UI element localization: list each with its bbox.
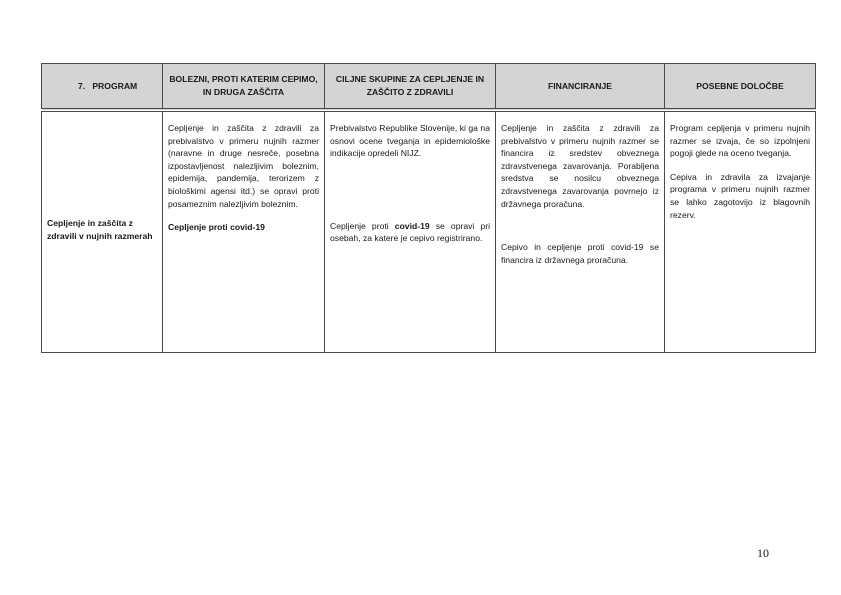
header-special-provisions: POSEBNE DOLOČBE [665, 64, 816, 111]
target-groups-text: Prebivalstvo Republike Slovenije, ki ga na osnovi ocene tveganja in epidemiološke indikacije opredeli NIJZ. [330, 123, 490, 159]
header-financing: FINANCIRANJE [496, 64, 665, 111]
vaccination-program-table [41, 63, 816, 353]
target-covid-pre: Cepljenje proti [330, 220, 395, 231]
cell-diseases [163, 110, 325, 353]
diseases-text: Cepljenje in zaščita z zdravili za prebivalstvo v primeru nujnih razmer (naravne in druge nesreče, posebna izpostavljenost nalezljivim boleznim, epidemija, pandemija, terorizem z biološkimi agensi itd.) se opravi proti posameznim nalezljivim boleznim. [168, 123, 319, 209]
cell-program-name: Cepljenje in zaščita z zdravili v nujnih razmerah [42, 110, 163, 353]
special-provisions-text: Program cepljenja v primeru nujnih razmer se izvaja, če so izpolnjeni pogoji glede na oceno tveganja. [670, 123, 810, 159]
cell-financing [496, 110, 665, 353]
special-provisions-reserves-text: Cepiva in zdravila za izvajanje programa v primeru nujnih razmer se lahko zagotovijo iz blagovnih rezerv. [670, 171, 810, 220]
target-groups-covid-text [330, 220, 490, 245]
target-covid-bold: covid-19 [394, 220, 430, 231]
target-covid-post: se opravi pri osebah, za katere je cepivo registrirano. [330, 220, 490, 244]
cell-special-provisions [665, 110, 816, 353]
financing-covid-text: Cepivo in cepljenje proti covid-19 se financira iz državnega proračuna. [501, 242, 659, 265]
cell-target-groups [325, 110, 496, 353]
header-target-groups: CILJNE SKUPINE ZA CEPLJENJE IN ZAŠČITO Z ZDRAVILI [325, 64, 496, 111]
page-number: 10 [757, 546, 769, 560]
header-program: 7. PROGRAM [42, 64, 163, 111]
table-row [42, 110, 816, 353]
table-header-row [42, 64, 816, 111]
header-diseases: BOLEZNI, PROTI KATERIM CEPIMO, IN DRUGA ZAŠČITA [163, 64, 325, 111]
financing-text: Cepljenje in zaščita z zdravili za prebivalstvo v primeru nujnih razmer se financira iz sredstev obveznega zdravstvenega zavarovanja. Porabljena sredstva se nosilcu obveznega zdravstvenega zavarovanja povrnejo iz državnega proračuna. [501, 123, 659, 209]
diseases-covid-text: Cepljenje proti covid-19 [168, 222, 265, 233]
